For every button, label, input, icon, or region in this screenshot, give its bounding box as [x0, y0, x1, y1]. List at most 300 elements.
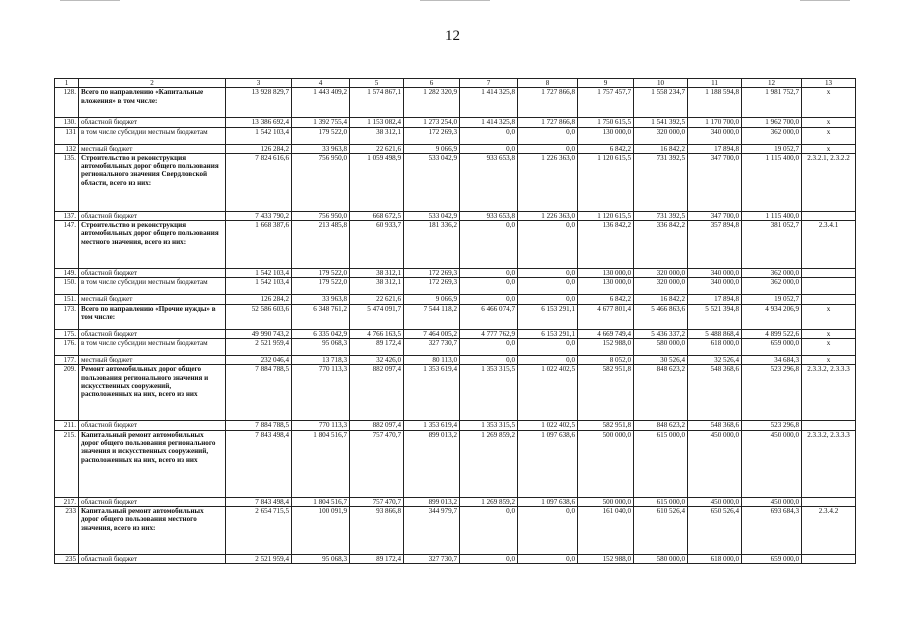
amount-cell: 13 928 829,7 — [226, 88, 292, 118]
amount-cell: 1 414 325,8 — [460, 88, 518, 118]
table-row — [55, 497, 856, 506]
amount-cell: 181 336,2 — [404, 221, 460, 269]
amount-cell: 52 586 603,6 — [226, 304, 292, 329]
amount-cell: 0,0 — [460, 506, 518, 554]
row-label: Всего по направлению «Прочие нужды» в том числе: — [79, 304, 226, 329]
target-indicator-cell: 2.3.4.1 — [802, 221, 856, 269]
amount-cell: 770 113,3 — [292, 365, 350, 421]
amount-cell: 1 668 387,6 — [226, 221, 292, 269]
target-indicator-cell — [802, 421, 856, 430]
amount-cell: 152 988,0 — [578, 554, 634, 563]
row-label: Всего по направлению «Капитальные вложения» в том числе: — [79, 88, 226, 118]
row-number: 130. — [55, 118, 79, 127]
amount-cell: 1 750 615,5 — [578, 118, 634, 127]
amount-cell: 13 718,3 — [292, 356, 350, 365]
amount-cell: 1 353 315,5 — [460, 365, 518, 421]
amount-cell: 161 040,0 — [578, 506, 634, 554]
amount-cell: 1 170 700,0 — [688, 118, 742, 127]
amount-cell: 533 042,9 — [404, 153, 460, 211]
amount-cell: 6 466 074,7 — [460, 304, 518, 329]
amount-cell: 30 526,4 — [634, 356, 688, 365]
amount-cell: 7 884 788,5 — [226, 365, 292, 421]
row-label: Строительство и реконструкция автомобильных дорог общего пользования местного значения, всего из них: — [79, 221, 226, 269]
row-number: 176. — [55, 339, 79, 356]
amount-cell: 6 153 291,1 — [518, 304, 578, 329]
amount-cell: 0,0 — [518, 144, 578, 153]
amount-cell: 0,0 — [460, 295, 518, 304]
amount-cell: 93 866,8 — [350, 506, 404, 554]
amount-cell: 19 052,7 — [742, 295, 802, 304]
table-row — [55, 144, 856, 153]
amount-cell: 152 988,0 — [578, 339, 634, 356]
amount-cell: 1 115 400,0 — [742, 153, 802, 211]
amount-cell: 523 296,8 — [742, 421, 802, 430]
amount-cell: 381 052,7 — [742, 221, 802, 269]
row-label: областной бюджет — [79, 421, 226, 430]
amount-cell: 320 000,0 — [634, 127, 688, 144]
top-scan-rule-right — [800, 0, 850, 1]
amount-cell: 1 269 859,2 — [460, 430, 518, 497]
amount-cell: 0,0 — [518, 554, 578, 563]
amount-cell: 0,0 — [518, 278, 578, 295]
amount-cell: 757 470,7 — [350, 430, 404, 497]
row-label: Ремонт автомобильных дорог общего пользования регионального значения и искусственных сооружений, расположенных на них, всего из них — [79, 365, 226, 421]
amount-cell: 1 353 619,4 — [404, 421, 460, 430]
amount-cell: 340 000,0 — [688, 278, 742, 295]
row-label: областной бюджет — [79, 211, 226, 220]
amount-cell: 650 526,4 — [688, 506, 742, 554]
table-row — [55, 88, 856, 118]
amount-cell: 0,0 — [518, 127, 578, 144]
row-label: местный бюджет — [79, 356, 226, 365]
row-number: 149. — [55, 269, 79, 278]
target-indicator-cell: 2.3.3.2, 2.3.3.3 — [802, 365, 856, 421]
row-number: 177. — [55, 356, 79, 365]
amount-cell: 693 684,3 — [742, 506, 802, 554]
row-label: местный бюджет — [79, 144, 226, 153]
amount-cell: 336 842,2 — [634, 221, 688, 269]
top-scan-rule-mid — [420, 0, 490, 1]
amount-cell: 6 842,2 — [578, 144, 634, 153]
amount-cell: 172 269,3 — [404, 269, 460, 278]
amount-cell: 615 000,0 — [634, 430, 688, 497]
amount-cell: 523 296,8 — [742, 365, 802, 421]
amount-cell: 49 990 743,2 — [226, 329, 292, 338]
amount-cell: 5 466 863,6 — [634, 304, 688, 329]
target-indicator-cell: х — [802, 88, 856, 118]
column-header-1: 1 — [55, 79, 79, 88]
table-body — [55, 88, 856, 564]
amount-cell: 347 700,0 — [688, 211, 742, 220]
amount-cell: 0,0 — [460, 339, 518, 356]
amount-cell: 7 464 005,2 — [404, 329, 460, 338]
table-row — [55, 339, 856, 356]
amount-cell: 0,0 — [460, 144, 518, 153]
row-number: 175. — [55, 329, 79, 338]
amount-cell: 1 022 402,5 — [518, 365, 578, 421]
target-indicator-cell: 2.3.3.2, 2.3.3.3 — [802, 430, 856, 497]
amount-cell: 1 542 103,4 — [226, 127, 292, 144]
amount-cell: 0,0 — [518, 295, 578, 304]
amount-cell: 5 436 337,2 — [634, 329, 688, 338]
column-header-5: 5 — [350, 79, 404, 88]
amount-cell: 33 963,8 — [292, 295, 350, 304]
amount-cell: 450 000,0 — [688, 497, 742, 506]
amount-cell: 0,0 — [518, 356, 578, 365]
row-number: 209. — [55, 365, 79, 421]
column-header-11: 11 — [688, 79, 742, 88]
amount-cell: 179 522,0 — [292, 269, 350, 278]
amount-cell: 6 842,2 — [578, 295, 634, 304]
amount-cell: 1 226 363,0 — [518, 153, 578, 211]
amount-cell: 1 120 615,5 — [578, 153, 634, 211]
amount-cell: 38 312,1 — [350, 127, 404, 144]
row-label: областной бюджет — [79, 329, 226, 338]
amount-cell: 89 172,4 — [350, 554, 404, 563]
amount-cell: 4 934 206,9 — [742, 304, 802, 329]
amount-cell: 1 414 325,8 — [460, 118, 518, 127]
amount-cell: 4 777 762,9 — [460, 329, 518, 338]
table-header-row — [55, 79, 856, 88]
row-label: в том числе субсидии местным бюджетам — [79, 278, 226, 295]
table-row — [55, 329, 856, 338]
amount-cell: 4 677 801,4 — [578, 304, 634, 329]
row-number: 211. — [55, 421, 79, 430]
target-indicator-cell: х — [802, 339, 856, 356]
amount-cell: 172 269,3 — [404, 127, 460, 144]
amount-cell: 0,0 — [518, 269, 578, 278]
amount-cell: 731 392,5 — [634, 153, 688, 211]
amount-cell: 8 052,0 — [578, 356, 634, 365]
table-row — [55, 211, 856, 220]
amount-cell: 610 526,4 — [634, 506, 688, 554]
amount-cell: 19 052,7 — [742, 144, 802, 153]
amount-cell: 22 621,6 — [350, 295, 404, 304]
amount-cell: 500 000,0 — [578, 497, 634, 506]
amount-cell: 7 843 498,4 — [226, 497, 292, 506]
column-header-9: 9 — [578, 79, 634, 88]
amount-cell: 0,0 — [460, 554, 518, 563]
column-header-2: 2 — [79, 79, 226, 88]
amount-cell: 130 000,0 — [578, 278, 634, 295]
amount-cell: 5 521 394,8 — [688, 304, 742, 329]
amount-cell: 32 526,4 — [688, 356, 742, 365]
row-number: 215. — [55, 430, 79, 497]
amount-cell: 344 979,7 — [404, 506, 460, 554]
amount-cell: 1 282 320,9 — [404, 88, 460, 118]
amount-cell: 1 981 752,7 — [742, 88, 802, 118]
amount-cell: 1 443 409,2 — [292, 88, 350, 118]
amount-cell: 213 485,8 — [292, 221, 350, 269]
amount-cell: 100 091,9 — [292, 506, 350, 554]
amount-cell: 80 113,0 — [404, 356, 460, 365]
amount-cell: 548 368,6 — [688, 365, 742, 421]
amount-cell: 7 433 790,2 — [226, 211, 292, 220]
amount-cell: 1 804 516,7 — [292, 430, 350, 497]
amount-cell: 882 097,4 — [350, 365, 404, 421]
amount-cell: 347 700,0 — [688, 153, 742, 211]
row-number: 150. — [55, 278, 79, 295]
target-indicator-cell: 2.3.4.2 — [802, 506, 856, 554]
amount-cell: 1 727 866,8 — [518, 118, 578, 127]
amount-cell: 899 013,2 — [404, 430, 460, 497]
column-header-13: 13 — [802, 79, 856, 88]
amount-cell: 582 951,8 — [578, 365, 634, 421]
amount-cell: 1 097 638,6 — [518, 497, 578, 506]
amount-cell: 2 521 959,4 — [226, 554, 292, 563]
amount-cell: 533 042,9 — [404, 211, 460, 220]
amount-cell: 60 933,7 — [350, 221, 404, 269]
row-label: областной бюджет — [79, 497, 226, 506]
amount-cell: 1 115 400,0 — [742, 211, 802, 220]
amount-cell: 450 000,0 — [742, 497, 802, 506]
target-indicator-cell: 2.3.2.1, 2.3.2.2 — [802, 153, 856, 211]
amount-cell: 0,0 — [460, 356, 518, 365]
amount-cell: 89 172,4 — [350, 339, 404, 356]
budget-table — [54, 78, 856, 564]
row-number: 151. — [55, 295, 79, 304]
amount-cell: 1 097 638,6 — [518, 430, 578, 497]
table-row — [55, 304, 856, 329]
target-indicator-cell — [802, 269, 856, 278]
amount-cell: 320 000,0 — [634, 269, 688, 278]
table-row — [55, 221, 856, 269]
table-row — [55, 118, 856, 127]
amount-cell: 340 000,0 — [688, 269, 742, 278]
target-indicator-cell: х — [802, 144, 856, 153]
target-indicator-cell — [802, 554, 856, 563]
amount-cell: 362 000,0 — [742, 278, 802, 295]
amount-cell: 136 842,2 — [578, 221, 634, 269]
amount-cell: 130 000,0 — [578, 127, 634, 144]
amount-cell: 0,0 — [460, 269, 518, 278]
amount-cell: 33 963,8 — [292, 144, 350, 153]
amount-cell: 38 312,1 — [350, 278, 404, 295]
table-row — [55, 506, 856, 554]
amount-cell: 731 392,5 — [634, 211, 688, 220]
amount-cell: 2 521 959,4 — [226, 339, 292, 356]
amount-cell: 1 541 392,5 — [634, 118, 688, 127]
amount-cell: 126 284,2 — [226, 295, 292, 304]
amount-cell: 933 653,8 — [460, 153, 518, 211]
amount-cell: 17 894,8 — [688, 144, 742, 153]
amount-cell: 130 000,0 — [578, 269, 634, 278]
amount-cell: 0,0 — [460, 278, 518, 295]
amount-cell: 340 000,0 — [688, 127, 742, 144]
row-number: 132 — [55, 144, 79, 153]
amount-cell: 6 335 042,9 — [292, 329, 350, 338]
amount-cell: 0,0 — [518, 506, 578, 554]
amount-cell: 9 066,9 — [404, 144, 460, 153]
amount-cell: 126 284,2 — [226, 144, 292, 153]
row-number: 131 — [55, 127, 79, 144]
amount-cell: 7 544 118,2 — [404, 304, 460, 329]
column-header-8: 8 — [518, 79, 578, 88]
amount-cell: 1 962 700,0 — [742, 118, 802, 127]
amount-cell: 16 842,2 — [634, 144, 688, 153]
amount-cell: 1 226 363,0 — [518, 211, 578, 220]
amount-cell: 362 000,0 — [742, 127, 802, 144]
table-row — [55, 278, 856, 295]
amount-cell: 179 522,0 — [292, 278, 350, 295]
amount-cell: 6 348 761,2 — [292, 304, 350, 329]
amount-cell: 1 269 859,2 — [460, 497, 518, 506]
amount-cell: 5 474 091,7 — [350, 304, 404, 329]
column-header-6: 6 — [404, 79, 460, 88]
amount-cell: 1 353 619,4 — [404, 365, 460, 421]
table-row — [55, 153, 856, 211]
amount-cell: 327 730,7 — [404, 339, 460, 356]
target-indicator-cell — [802, 278, 856, 295]
amount-cell: 1 757 457,7 — [578, 88, 634, 118]
amount-cell: 1 558 234,7 — [634, 88, 688, 118]
table-row — [55, 269, 856, 278]
amount-cell: 327 730,7 — [404, 554, 460, 563]
amount-cell: 618 000,0 — [688, 339, 742, 356]
page-number: 12 — [445, 28, 460, 44]
row-number: 135. — [55, 153, 79, 211]
column-header-7: 7 — [460, 79, 518, 88]
amount-cell: 1 059 498,9 — [350, 153, 404, 211]
amount-cell: 0,0 — [460, 221, 518, 269]
amount-cell: 1 574 867,1 — [350, 88, 404, 118]
amount-cell: 580 000,0 — [634, 554, 688, 563]
amount-cell: 232 046,4 — [226, 356, 292, 365]
amount-cell: 1 188 594,8 — [688, 88, 742, 118]
column-header-12: 12 — [742, 79, 802, 88]
table-row — [55, 127, 856, 144]
column-header-4: 4 — [292, 79, 350, 88]
amount-cell: 7 824 616,6 — [226, 153, 292, 211]
amount-cell: 756 950,0 — [292, 211, 350, 220]
amount-cell: 1 120 615,5 — [578, 211, 634, 220]
amount-cell: 9 066,9 — [404, 295, 460, 304]
amount-cell: 668 672,5 — [350, 211, 404, 220]
row-number: 173. — [55, 304, 79, 329]
target-indicator-cell: х — [802, 118, 856, 127]
amount-cell: 899 013,2 — [404, 497, 460, 506]
amount-cell: 1 392 755,4 — [292, 118, 350, 127]
amount-cell: 17 894,8 — [688, 295, 742, 304]
amount-cell: 848 623,2 — [634, 365, 688, 421]
amount-cell: 362 000,0 — [742, 269, 802, 278]
amount-cell: 500 000,0 — [578, 430, 634, 497]
amount-cell: 357 894,8 — [688, 221, 742, 269]
column-header-10: 10 — [634, 79, 688, 88]
target-indicator-cell: х — [802, 127, 856, 144]
amount-cell: 0,0 — [460, 127, 518, 144]
amount-cell: 13 386 692,4 — [226, 118, 292, 127]
amount-cell: 1 273 254,0 — [404, 118, 460, 127]
amount-cell: 1 022 402,5 — [518, 421, 578, 430]
amount-cell: 2 654 715,5 — [226, 506, 292, 554]
amount-cell: 1 804 516,7 — [292, 497, 350, 506]
amount-cell: 172 269,3 — [404, 278, 460, 295]
row-number: 217. — [55, 497, 79, 506]
row-label: местный бюджет — [79, 295, 226, 304]
row-number: 235 — [55, 554, 79, 563]
amount-cell: 16 842,2 — [634, 295, 688, 304]
amount-cell: 7 843 498,4 — [226, 430, 292, 497]
amount-cell: 618 000,0 — [688, 554, 742, 563]
top-scan-rule-left — [60, 0, 120, 1]
target-indicator-cell: х — [802, 356, 856, 365]
amount-cell: 450 000,0 — [688, 430, 742, 497]
table-row — [55, 421, 856, 430]
target-indicator-cell — [802, 295, 856, 304]
amount-cell: 0,0 — [518, 221, 578, 269]
amount-cell: 1 542 103,4 — [226, 269, 292, 278]
table-row — [55, 365, 856, 421]
amount-cell: 659 000,0 — [742, 554, 802, 563]
amount-cell: 1 353 315,5 — [460, 421, 518, 430]
amount-cell: 848 623,2 — [634, 421, 688, 430]
row-number: 137. — [55, 211, 79, 220]
column-header-3: 3 — [226, 79, 292, 88]
amount-cell: 22 621,6 — [350, 144, 404, 153]
amount-cell: 5 488 868,4 — [688, 329, 742, 338]
table-row — [55, 430, 856, 497]
amount-cell: 757 470,7 — [350, 497, 404, 506]
row-label: областной бюджет — [79, 118, 226, 127]
target-indicator-cell — [802, 497, 856, 506]
row-label: в том числе субсидии местным бюджетам — [79, 339, 226, 356]
row-label: Капитальный ремонт автомобильных дорог общего пользования регионального значения и искусственных сооружений, расположенных на них, всего из них — [79, 430, 226, 497]
target-indicator-cell: х — [802, 304, 856, 329]
amount-cell: 38 312,1 — [350, 269, 404, 278]
amount-cell: 320 000,0 — [634, 278, 688, 295]
row-number: 128. — [55, 88, 79, 118]
amount-cell: 32 426,0 — [350, 356, 404, 365]
row-label: областной бюджет — [79, 554, 226, 563]
amount-cell: 548 368,6 — [688, 421, 742, 430]
amount-cell: 580 000,0 — [634, 339, 688, 356]
row-label: Строительство и реконструкция автомобильных дорог общего пользования регионального значения Свердловской области, всего из них: — [79, 153, 226, 211]
amount-cell: 1 727 866,8 — [518, 88, 578, 118]
table-row — [55, 295, 856, 304]
target-indicator-cell — [802, 211, 856, 220]
amount-cell: 450 000,0 — [742, 430, 802, 497]
row-number: 233 — [55, 506, 79, 554]
row-label: в том числе субсидии местным бюджетам — [79, 127, 226, 144]
target-indicator-cell: х — [802, 329, 856, 338]
amount-cell: 933 653,8 — [460, 211, 518, 220]
amount-cell: 4 899 522,6 — [742, 329, 802, 338]
amount-cell: 6 153 291,1 — [518, 329, 578, 338]
amount-cell: 882 097,4 — [350, 421, 404, 430]
row-number: 147. — [55, 221, 79, 269]
amount-cell: 7 884 788,5 — [226, 421, 292, 430]
amount-cell: 95 068,3 — [292, 339, 350, 356]
amount-cell: 615 000,0 — [634, 497, 688, 506]
amount-cell: 4 669 749,4 — [578, 329, 634, 338]
amount-cell: 659 000,0 — [742, 339, 802, 356]
row-label: областной бюджет — [79, 269, 226, 278]
amount-cell: 95 068,3 — [292, 554, 350, 563]
amount-cell: 4 766 163,5 — [350, 329, 404, 338]
table-row — [55, 356, 856, 365]
row-label: Капитальный ремонт автомобильных дорог общего пользования местного значения, всего из них: — [79, 506, 226, 554]
amount-cell: 0,0 — [518, 339, 578, 356]
amount-cell: 756 950,0 — [292, 153, 350, 211]
amount-cell: 34 684,3 — [742, 356, 802, 365]
amount-cell: 770 113,3 — [292, 421, 350, 430]
amount-cell: 179 522,0 — [292, 127, 350, 144]
amount-cell: 1 153 082,4 — [350, 118, 404, 127]
table-row — [55, 554, 856, 563]
amount-cell: 582 951,8 — [578, 421, 634, 430]
amount-cell: 1 542 103,4 — [226, 278, 292, 295]
